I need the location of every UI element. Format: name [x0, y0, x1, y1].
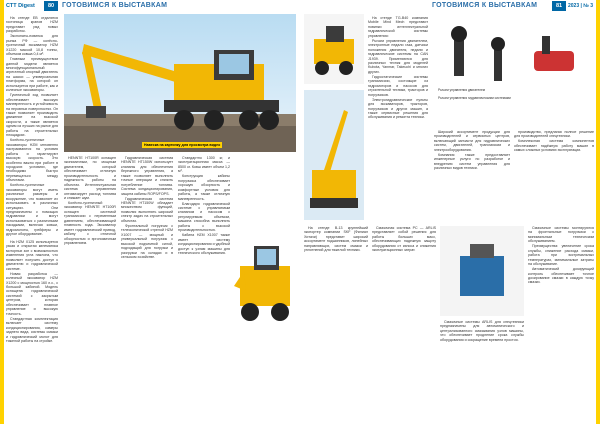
paragraph: Преимущества: увеличение срока службы, снижение расхода смазки, работа при экстремальных температурах, минимальные затраты на обслуживание.	[528, 244, 594, 267]
left-column-4	[178, 156, 230, 276]
photo-tag-2: Рычаги управления гидравлическими системами	[438, 96, 511, 100]
paragraph: Фронтальный погрузчик с телескопической стрелой HZM X1007 — мощный и универсальный погрузчик с высокой подъемной силой, подходящий для погрузки и разгрузки на складах и в сельском хозяйстве.	[121, 223, 173, 259]
right-page	[300, 0, 600, 424]
paragraph: Комплексная система компонентов обеспечивает надёжную работу машин в самых сложных условиях эксплуатации.	[514, 139, 594, 153]
paragraph: Рычаги управления двигателем, электронные педали газа, датчики положения двигателя, педали и гидравлические системы на CAN J1939. Применяются для различных техник для моделей Kubota, Yanmar, Takeuchi и многих других.	[368, 38, 428, 74]
paragraph: Широкий ассортимент продукции для производителей и сервисных центров, включающий запчасти для гидравлических систем, двигателей, трансмиссии и электрооборудования.	[434, 130, 510, 152]
paragraph: Смазочная система PC — ARLIS представляет собой решения для работы больших масс, обеспечивающих надежную защиту оборудования от износа и снижения эксплуатационных затрат.	[372, 226, 436, 253]
loader-photo	[234, 156, 296, 420]
paragraph: Стандартная комплектация включает систему кондиционирования, камеры заднего вида, системы смазки и гидравлический молот для тяжелой работы на стройке.	[6, 316, 58, 343]
paragraph: На стенде EB отдалятся гостиница кранов HZM представит ряд новых разработок.	[6, 16, 58, 34]
paragraph: Главным преимуществом данной модели является многофункциональный агрегатный опорный двигатель на шасси — универсальная платформа, на которой он используется при работе, как и колесные экскаваторы.	[6, 57, 58, 93]
paragraph: Кабина HZM X1007 также имеет систему кондиционирования и удобный доступ к узлам машины для технического обслуживания.	[178, 233, 230, 256]
left-page-side-band	[0, 0, 4, 424]
paragraph: На стенде В-13 крупнейший экспортер компании SKF (Филиал Хитачи) представит широкий ассортимент подшипников, линейных направляющих, систем смазки и уплотнений для тяжелой техники.	[304, 226, 368, 253]
excavator-photo	[64, 14, 296, 152]
photo-caption: Навеска на картинку для просмотра видео	[144, 142, 221, 147]
joystick-photos	[434, 16, 594, 126]
loader-illustration	[234, 156, 296, 420]
photo-tag-1: Рычаги управления двигателем	[438, 88, 485, 92]
paragraph: Смазочные системы ARLIS для спецтехники предназначены для автоматического и централизованного смазывания узлов машины, что обеспечивает продление срока службы оборудования и сокращение времени простоя.	[440, 320, 524, 342]
paragraph: Гидравлическая система HENNTE HT150W использует клапаны для обеспечения бережного управления, а также позволяет выполнять точные операции и снизить потребление топлива. Система кондиционирования, защита кабины ROPS/FOPS.	[121, 156, 173, 196]
brand-logo: СТТ Digest	[6, 3, 35, 9]
left-column-1	[6, 16, 58, 236]
paragraph: Гидравлическая система HENNTE HT150W обладает множеством функций, позволяя выполнять широкий спектр задач на строительных объектах.	[121, 196, 173, 223]
left-column-2	[6, 240, 58, 420]
paragraph: На HZM X125 используется узкая и открытая кинематика моторных зон с возможностью изменения угла наклона, что позволяет получить доступ к двигателю и гидравлической системе.	[6, 240, 58, 271]
right-column-2	[434, 130, 510, 220]
right-bottom-column-1	[304, 226, 368, 420]
paragraph: Автоматический дозирующий контроль обеспечивает точное дозирование смазки в каждую точку смазки.	[528, 267, 594, 285]
paragraph: На стенде TG-B40 компания Mobile Mind Mech представит новинки интеллектуальной гидравлической системы управления:	[368, 16, 428, 38]
right-page-number: 81	[552, 1, 566, 11]
machine-photo-small	[304, 14, 364, 84]
left-column-3a	[64, 156, 116, 420]
left-page-number: 80	[44, 1, 58, 11]
right-column-1	[368, 16, 428, 220]
right-column-3	[514, 130, 594, 220]
joystick-illustration	[434, 16, 594, 126]
right-page-header	[300, 0, 600, 14]
lubrication-illustration	[440, 226, 524, 316]
issue-number: 2023 | № 3	[568, 3, 594, 9]
right-section-title: ГОТОВИМСЯ К ВЫСТАВКАМ	[432, 2, 538, 9]
crane-illustration	[304, 90, 364, 220]
paragraph: Конструкция кабины погрузчика обеспечивает хорошую обзорность и комфортные условия для работы, а также отличную маневренность.	[178, 174, 230, 201]
crane-photo	[304, 90, 364, 220]
paragraph: Смазочные системы монтируются на фронтальные погрузчики с минимальным техническим обслуживанием.	[528, 226, 594, 244]
paragraph: Компания также предоставляет инженерные услуги по разработке и внедрению систем управления для различных видов техники.	[434, 152, 510, 171]
paragraph: Благодаря гидравлической системе с управляемым клапаном и насосом с регулируемым объемом, машина способна выполнять работы с высокой производительностью.	[178, 201, 230, 233]
paragraph: Колёсно-гусеничные экскаваторы могут иметь различные размеры и вооружение, что позволяет их использовать в различных ситуациях. Они предназначены с помощью гидравлики и могут использоваться с различными насадками, включая ковши, гидромолоты, грейферы и другое оборудование.	[6, 183, 58, 237]
paragraph: Новая разработка — колесный экскаватор HZM X1200 с мощностью 160 л.с., с большой кабиной. Модель оснащена гидравлической системой с закрытым центром, которая обеспечивает плавное управление и высокую точность.	[6, 271, 58, 316]
paragraph: Электрогидравлические пульты для экскаваторов, тракторов, погрузчиков и других машин, а также сервисные решения для обслуживания и ремонта техники.	[368, 97, 428, 120]
right-page-side-band	[596, 0, 600, 424]
paragraph: Колёсно-гусеничный экскаватор HENNTE HT100R оснащен системой трансмиссии с переменным давлением, обеспечивающей плавность хода. Экскаватор имеет гидравлический привод, кабину с отличной обзорностью и эргономичным управлением.	[64, 201, 116, 246]
right-bottom-column-4	[528, 226, 594, 420]
right-bottom-column-2	[372, 226, 436, 420]
paragraph: Экспонаты-новинка для рынка РФ — колёсно-гусеничный экскаватор HZM X1220 массой 10,8 тонны, объемом ковша 0,4 м³.	[6, 34, 58, 57]
excavator-illustration	[64, 14, 296, 152]
paragraph: Гусеничный ход позволяет обеспечивает высокую маневренность и устойчивость на неровных поверхностях. Он также позволяет производить движение на высокой скорости, а также является одним из лучших на рынке для работы на строительных площадках.	[6, 93, 58, 138]
machine-illustration	[304, 14, 364, 84]
paragraph: Колёсно-гусеничные экскаваторы HZM мгновенно настраиваются на условия работы и гарантируют высокую скорость. Это особенно важно при работе в городских условиях, где необходимо быстро перемещаться между объектами.	[6, 138, 58, 183]
paragraph: производство, предлагая полное решение для производителей спецтехники.	[514, 130, 594, 139]
paragraph: Стандартно 1300 кг, и эксплуатационная масса — 8500 кг. Ковш имеет объем 1,2 м³.	[178, 156, 230, 174]
paragraph: HENNTE HT100R оснащен экономичным, но мощным двигателем, который обеспечивает отличную производительность и надежность работы на объектах. Интеллектуальная система управления оптимизирует расход топлива и снижает шум.	[64, 156, 116, 201]
left-page-header	[0, 0, 300, 14]
right-bottom-column-3	[440, 320, 524, 420]
left-column-3b	[121, 156, 173, 420]
paragraph: Гидростатические системы трансмиссии, состоящие из гидромоторов и насосов для строительной техники, тракторов и погрузчиков.	[368, 74, 428, 97]
lubrication-system-photo	[440, 226, 524, 316]
left-section-title: ГОТОВИМСЯ К ВЫСТАВКАМ	[62, 2, 168, 9]
